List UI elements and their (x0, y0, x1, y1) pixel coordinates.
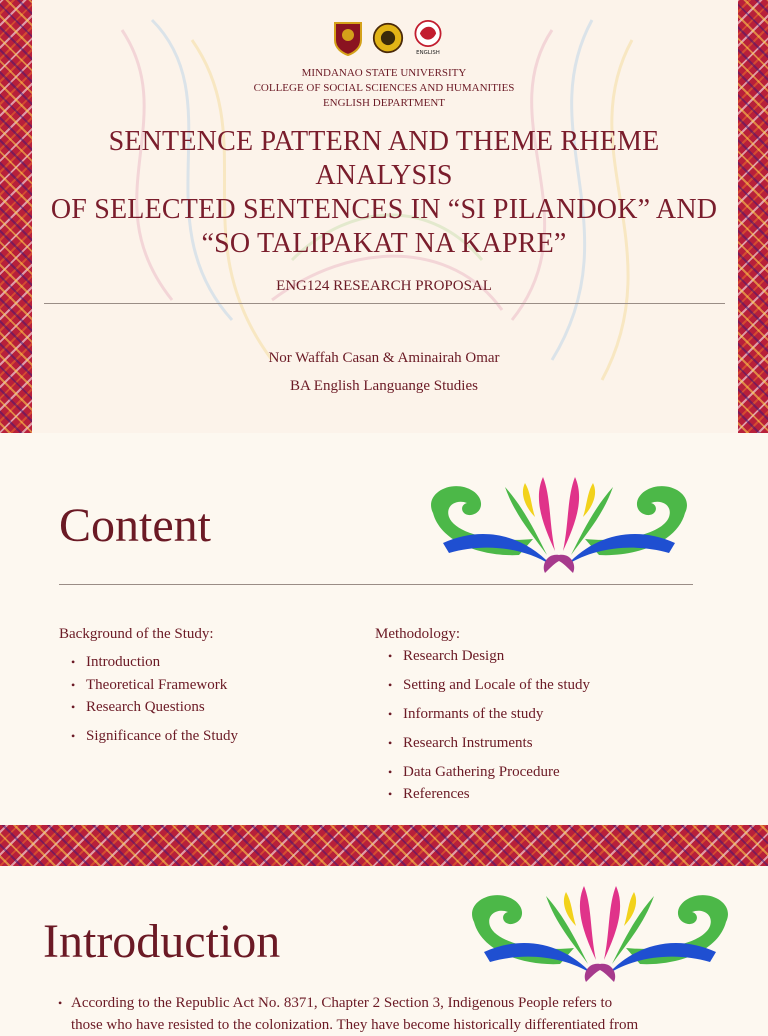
list-item: • Introduction (71, 654, 160, 671)
content-divider (59, 584, 693, 585)
woven-divider-band (0, 825, 768, 866)
university-name: MINDANAO STATE UNIVERSITY (301, 67, 467, 79)
content-heading: Content (59, 499, 211, 552)
content-slide (0, 433, 768, 825)
author-block (0, 344, 768, 400)
title-line-1: SENTENCE PATTERN AND THEME RHEME ANALYSIS (108, 126, 660, 191)
introduction-heading: Introduction (43, 915, 281, 968)
paragraph-line-1: According to the Republic Act No. 8371, Chapter 2 Section 3, Indigenous People refers to (71, 995, 613, 1011)
methodology-heading: Methodology: (375, 626, 460, 642)
college-name: COLLEGE OF SOCIAL SCIENCES AND HUMANITIES (253, 82, 515, 94)
list-item: • Informants of the study (388, 706, 543, 723)
college-seal-icon (372, 20, 404, 56)
university-header (0, 66, 768, 111)
list-item: • Significance of the Study (71, 728, 238, 745)
proposal-subtitle: ENG124 RESEARCH PROPOSAL (276, 278, 492, 294)
university-seal-icon (332, 20, 364, 56)
list-item: • Setting and Locale of the study (388, 677, 590, 694)
okir-ornament-icon (464, 882, 736, 988)
list-item: • Theoretical Framework (71, 677, 227, 694)
okir-ornament-icon (423, 473, 695, 579)
logo-row (332, 20, 444, 56)
title-line-2: OF SELECTED SENTENCES IN “SI PILANDOK” AND (50, 194, 718, 225)
author-names: Nor Waffah Casan & Aminairah Omar (268, 350, 500, 366)
introduction-paragraph (58, 992, 698, 1036)
introduction-slide (0, 866, 768, 1033)
list-item: • References (388, 786, 470, 803)
list-item: • Data Gathering Procedure (388, 764, 560, 781)
list-item: • Research Design (388, 648, 504, 665)
title-line-3: “SO TALIPAKAT NA KAPRE” (201, 228, 567, 259)
slide-title (40, 125, 728, 261)
program-name: BA English Languange Studies (290, 378, 478, 394)
department-name: ENGLISH DEPARTMENT (322, 97, 446, 109)
list-item: • Research Questions (71, 699, 205, 716)
title-slide (0, 0, 768, 433)
english-department-logo-icon (412, 20, 444, 56)
paragraph-line-2: those who have resisted to the colonization. They have become historically differentiated from (71, 1017, 639, 1033)
background-heading: Background of the Study: (59, 626, 214, 642)
list-item: • Research Instruments (388, 735, 533, 752)
svg-text:ENGLISH: ENGLISH (416, 50, 440, 57)
divider (44, 303, 725, 304)
bullet-icon: • (58, 996, 63, 1010)
